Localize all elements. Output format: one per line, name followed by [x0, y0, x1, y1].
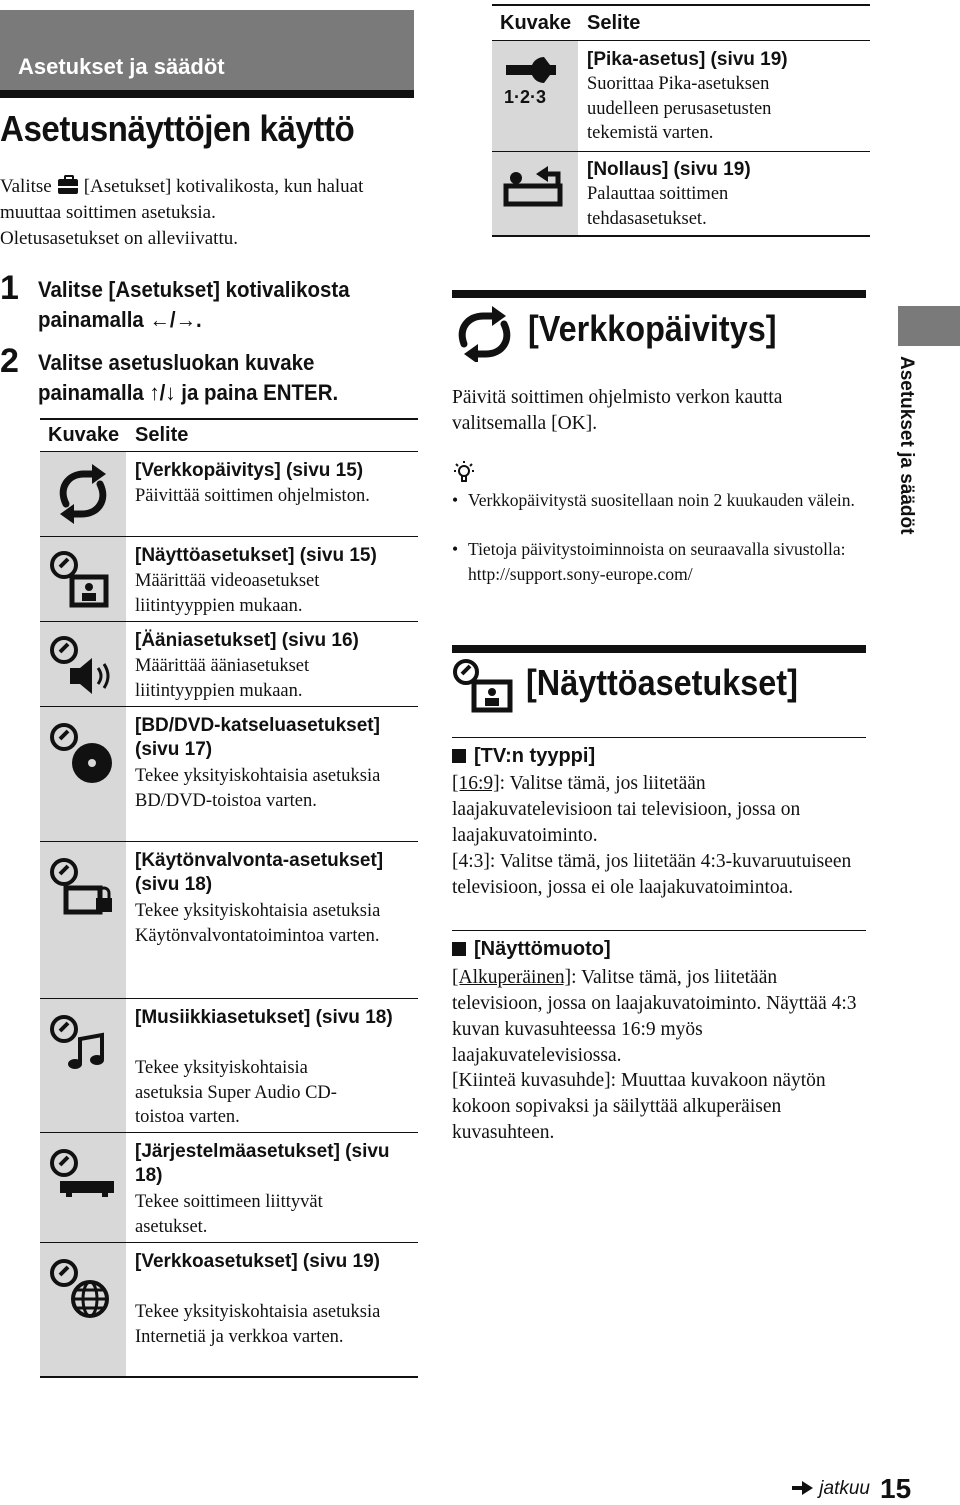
side-tab-label: Asetukset ja säädöt [896, 356, 917, 535]
step-number: 1 [0, 269, 19, 307]
side-tab-marker [898, 306, 960, 346]
section-band-label: Asetukset ja säädöt [18, 54, 225, 79]
option-text: : Valitse tämä, jos liitetään televisioon, jossa on laajakuvatoiminto. Näyttää 4:3 kuvan kuvasuhteessa 16:9 myös laajakuvatelevisiossa. [452, 967, 857, 1066]
table-rule [452, 930, 866, 931]
audio-settings-icon [40, 622, 126, 706]
section-title-nayttoasetukset: [Näyttöasetukset] [526, 662, 798, 703]
table-row-icon-cell [492, 152, 578, 236]
table-row-title: [Verkkopäivitys] (sivu 15) [135, 460, 364, 481]
arrow-right-icon [792, 1480, 814, 1496]
verkko-body: Päivitä soittimen ohjelmisto verkon kautta valitsemalla [OK]. [452, 387, 783, 434]
intro-text [0, 174, 400, 252]
table-row-title: [Käytönvalvonta-asetukset] (sivu 18) [135, 850, 384, 895]
table-row-icon-cell [40, 622, 126, 706]
section-band [0, 10, 414, 98]
table-rule [40, 1376, 418, 1378]
update-icon [452, 306, 518, 362]
table-head-icon: Kuvake [500, 12, 572, 34]
update-icon [40, 452, 126, 536]
intro-default-note: Oletusasetukset on alleviivattu. [0, 228, 238, 249]
step-2 [0, 342, 420, 412]
step-text: Valitse asetusluokan kuvake painamalla ↑/↓ ja paina ENTER. [38, 350, 339, 405]
subheading-tv-type: [TV:n tyyppi] [452, 745, 595, 768]
table-head-desc: Selite [587, 12, 641, 34]
table-row-icon-cell [40, 842, 126, 998]
table-row-icon-cell [492, 41, 578, 151]
section-rule [452, 290, 866, 298]
table-row-title: [BD/DVD-katseluasetukset] (sivu 17) [135, 715, 380, 760]
svg-text:1·2·3: 1·2·3 [504, 87, 547, 107]
table-row-title: [Näyttöasetukset] (sivu 15) [135, 545, 377, 566]
disc-settings-icon [40, 707, 126, 841]
step-1 [0, 269, 420, 339]
table-rule [492, 4, 870, 6]
table-row-title: [Pika-asetus] (sivu 19) [587, 49, 788, 70]
default-option: [16:9] [452, 773, 500, 794]
bullet-text: Verkkopäivitystä suositellaan noin 2 kuukauden välein. [468, 490, 855, 510]
table-row-desc: Tekee yksityiskohtaisia asetuksia Internetiä ja verkkoa varten. [135, 1302, 381, 1347]
table-row-icon-cell [40, 999, 126, 1132]
network-settings-icon [40, 1243, 126, 1376]
table-row-icon-cell [40, 1133, 126, 1242]
table-row-desc: Määrittää ääniasetukset liitintyyppien mukaan. [135, 656, 310, 701]
table-head-desc: Selite [135, 424, 189, 446]
table-row-desc: Suorittaa Pika-asetuksen uudelleen perusasetusten tekemistä varten. [587, 74, 772, 143]
subheading-screen-format: [Näyttömuoto] [452, 938, 611, 961]
section-title-verkkopaivitys: [Verkkopäivitys] [528, 308, 777, 349]
section-rule [452, 645, 866, 653]
table-rule [452, 737, 866, 738]
table-row-icon-cell [40, 1243, 126, 1376]
table-rule [492, 235, 870, 237]
intro-before: Valitse [0, 176, 52, 197]
table-row-desc: Tekee soittimeen liittyvät asetukset. [135, 1192, 323, 1237]
table-row-desc: Tekee yksityiskohtaisia asetuksia BD/DVD-toistoa varten. [135, 766, 381, 811]
screen-settings-icon [452, 658, 516, 714]
default-option: [Alkuperäinen] [452, 967, 572, 988]
table-row-icon-cell [40, 537, 126, 621]
table-row-desc: Määrittää videoasetukset liitintyyppien mukaan. [135, 571, 320, 616]
table-row-title: [Nollaus] (sivu 19) [587, 159, 751, 180]
continues-indicator [792, 1478, 870, 1500]
table-row-title: [Järjestelmäasetukset] (sivu 18) [135, 1141, 390, 1186]
hint-bulb-icon [454, 460, 478, 486]
table-row-title: [Ääniasetukset] (sivu 16) [135, 630, 359, 651]
intro-after: [Asetukset] kotivalikosta, kun haluat muuttaa soittimen asetuksia. [0, 176, 364, 223]
toolbox-icon [58, 179, 78, 194]
easy-setup-icon [492, 41, 578, 151]
tv-type-option-2: [4:3]: Valitse tämä, jos liitetään 4:3-kuvaruutuiseen televisioon, jossa ei ole laajakuvatoimintoa. [452, 851, 852, 898]
page-number: 15 [880, 1473, 912, 1504]
table-rule [40, 418, 418, 420]
continues-label: jatkuu [819, 1478, 870, 1499]
side-tab [895, 356, 935, 536]
table-row-desc: Palauttaa soittimen tehdasasetukset. [587, 184, 729, 229]
option-text: : Valitse tämä, jos liitetään laajakuvatelevisioon tai televisioon, jossa on laajakuvatoiminto. [452, 773, 801, 846]
table-row-icon-cell [40, 452, 126, 536]
screen-format-option-1 [452, 965, 862, 1069]
table-row-icon-cell [40, 707, 126, 841]
reset-icon [492, 152, 578, 236]
step-text: Valitse [Asetukset] kotivalikosta painamalla ←/→. [38, 277, 350, 332]
table-row-title: [Verkkoasetukset] (sivu 19) [135, 1251, 381, 1272]
table-row-desc: Tekee yksityiskohtaisia asetuksia Käytönvalvontatoimintoa varten. [135, 901, 381, 946]
music-settings-icon [40, 999, 126, 1132]
table-head-icon: Kuvake [48, 424, 120, 446]
page-title: Asetusnäyttöjen käyttö [0, 108, 355, 149]
table-row-desc: Tekee yksityiskohtaisia asetuksia Super Audio CD-toistoa varten. [135, 1058, 337, 1127]
tv-type-option-1 [452, 771, 862, 849]
table-row-title: [Musiikkiasetukset] (sivu 18) [135, 1007, 393, 1028]
parental-control-icon [40, 842, 126, 998]
screen-format-option-2: [Kiinteä kuvasuhde]: Muuttaa kuvakoon näytön kokoon sopivaksi ja säilyttää alkuperäisen kuvasuhteen. [452, 1070, 826, 1143]
bullet-text: Tietoja päivitystoiminnoista on seuraavalla sivustolla: http://support.sony-europe.com/ [468, 539, 846, 584]
table-row-desc: Päivittää soittimen ohjelmiston. [135, 486, 370, 506]
system-settings-icon [40, 1133, 126, 1242]
step-number: 2 [0, 342, 19, 380]
screen-settings-icon [40, 537, 126, 621]
